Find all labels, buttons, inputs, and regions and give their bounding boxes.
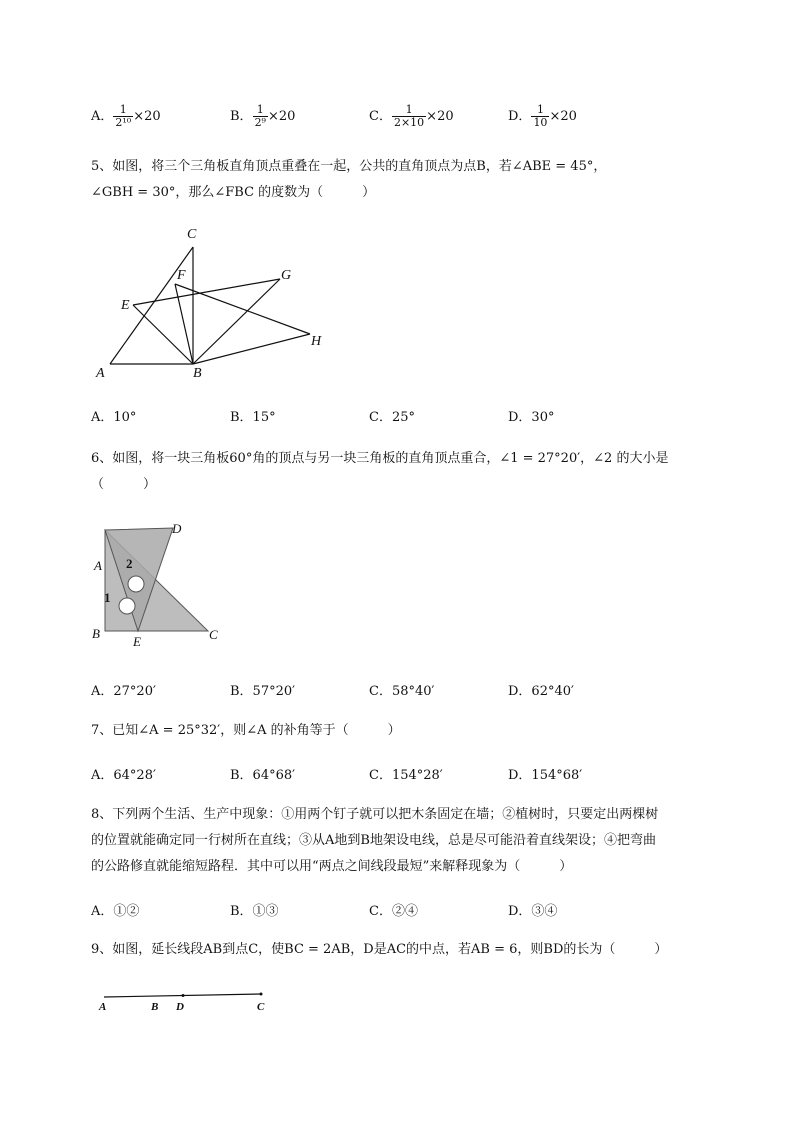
q8-option-b[interactable]: B．①③ [230, 904, 279, 919]
q5-text-line1: 5、如图，将三个三角板直角顶点重叠在一起，公共的直角顶点为点B，若∠ABE = 45°， [91, 159, 607, 174]
q6-text-line2: （ ） [91, 477, 157, 492]
q5-label-G: G [281, 268, 292, 283]
q4-option-d[interactable]: D． $\frac{1}{10}$ ×20 [508, 103, 577, 129]
q4-options [91, 104, 731, 134]
q6-hole-1 [128, 576, 144, 592]
q6-label-A: A [94, 558, 102, 573]
q5-label-H: H [311, 334, 322, 349]
q8-text-line2: 的位置就能确定同一行树所在直线；③从A地到B地架设电线，总是尽可能沿着直线架设；④把弯曲 [91, 833, 656, 848]
q9-text-line1: 9、如图，延长线段AB到点C，使BC = 2AB，D是AC的中点，若AB = 6，则BD的长为（ ） [91, 942, 668, 957]
q6-option-a[interactable]: A．27°20′ [91, 684, 156, 699]
q9-label-A: A [99, 1001, 107, 1013]
q6-option-c[interactable]: C．58°40′ [369, 684, 435, 699]
q5-option-c[interactable]: C．25° [369, 410, 415, 425]
q6-label-angle2: 2 [126, 556, 133, 571]
q6-hole-2 [119, 598, 135, 614]
question-9 [91, 937, 731, 963]
q8-text-line3: 的公路修直就能缩短路程．其中可以用“两点之间线段最短”来解释现象为（ ） [91, 859, 573, 874]
q6-options [91, 680, 731, 702]
q7-option-b[interactable]: B．64°68′ [230, 768, 296, 783]
question-6 [91, 446, 731, 498]
q8-option-c[interactable]: C．②④ [369, 904, 418, 919]
q9-figure [94, 988, 284, 1018]
q6-label-B: B [92, 626, 100, 641]
q6-label-E: E [133, 634, 141, 649]
question-7 [91, 718, 731, 744]
q5-options [91, 406, 731, 428]
q7-option-a[interactable]: A．64°28′ [91, 768, 156, 783]
q5-line-BH [193, 334, 310, 364]
q7-option-c[interactable]: C．154°28′ [369, 768, 443, 783]
q4-option-b[interactable]: B． $\frac{1}{\text{2⁹}}$ ×20 [230, 103, 296, 129]
q4-option-c[interactable]: C． $\frac{1}{2\times 10}$ ×20 [369, 103, 454, 129]
q5-line-FH [175, 284, 310, 334]
q5-label-C: C [187, 227, 197, 242]
q6-label-angle1: 1 [104, 590, 111, 605]
q8-option-a[interactable]: A．①② [91, 904, 140, 919]
q5-figure [90, 222, 330, 382]
q5-option-d[interactable]: D．30° [508, 410, 555, 425]
q6-option-b[interactable]: B．57°20′ [230, 684, 296, 699]
q9-point-C [260, 993, 263, 996]
q8-text-line1: 8、下列两个生活、生产中现象：①用两个钉子就可以把木条固定在墙；②植树时，只要定出两棵树 [91, 807, 659, 822]
q8-options [91, 900, 731, 922]
q9-label-D: D [176, 1001, 184, 1013]
q8-option-d[interactable]: D．③④ [508, 904, 558, 919]
q9-label-B: B [151, 1001, 159, 1013]
q5-label-E: E [121, 298, 130, 313]
q7-options [91, 764, 731, 786]
question-8 [91, 802, 731, 880]
q7-option-d[interactable]: D．154°68′ [508, 768, 583, 783]
question-5 [91, 154, 731, 206]
q4-option-a[interactable]: A． $\frac{1}{\text{2¹⁰}}$ ×20 [91, 103, 161, 129]
q7-text-line1: 7、已知∠A = 25°32′，则∠A 的补角等于（ ） [91, 723, 401, 738]
q5-label-A: A [96, 366, 105, 381]
q5-text-line2: ∠GBH = 30°，那么∠FBC 的度数为（ ） [91, 185, 376, 200]
q5-label-F: F [177, 268, 186, 283]
q5-option-b[interactable]: B．15° [230, 410, 276, 425]
q6-option-d[interactable]: D．62°40′ [508, 684, 574, 699]
q5-option-a[interactable]: A．10° [91, 410, 137, 425]
q5-line-EB [133, 305, 193, 364]
q5-label-B: B [193, 366, 202, 381]
q6-label-D: D [172, 521, 182, 536]
q6-figure [88, 518, 228, 653]
q6-text-line1: 6、如图，将一块三角板60°角的顶点与另一块三角板的直角顶点重合，∠1 = 27°20′，∠2 的大小是 [91, 451, 669, 466]
q9-point-D [182, 994, 185, 997]
q6-label-C: C [209, 627, 218, 642]
q9-label-C: C [257, 1001, 265, 1013]
